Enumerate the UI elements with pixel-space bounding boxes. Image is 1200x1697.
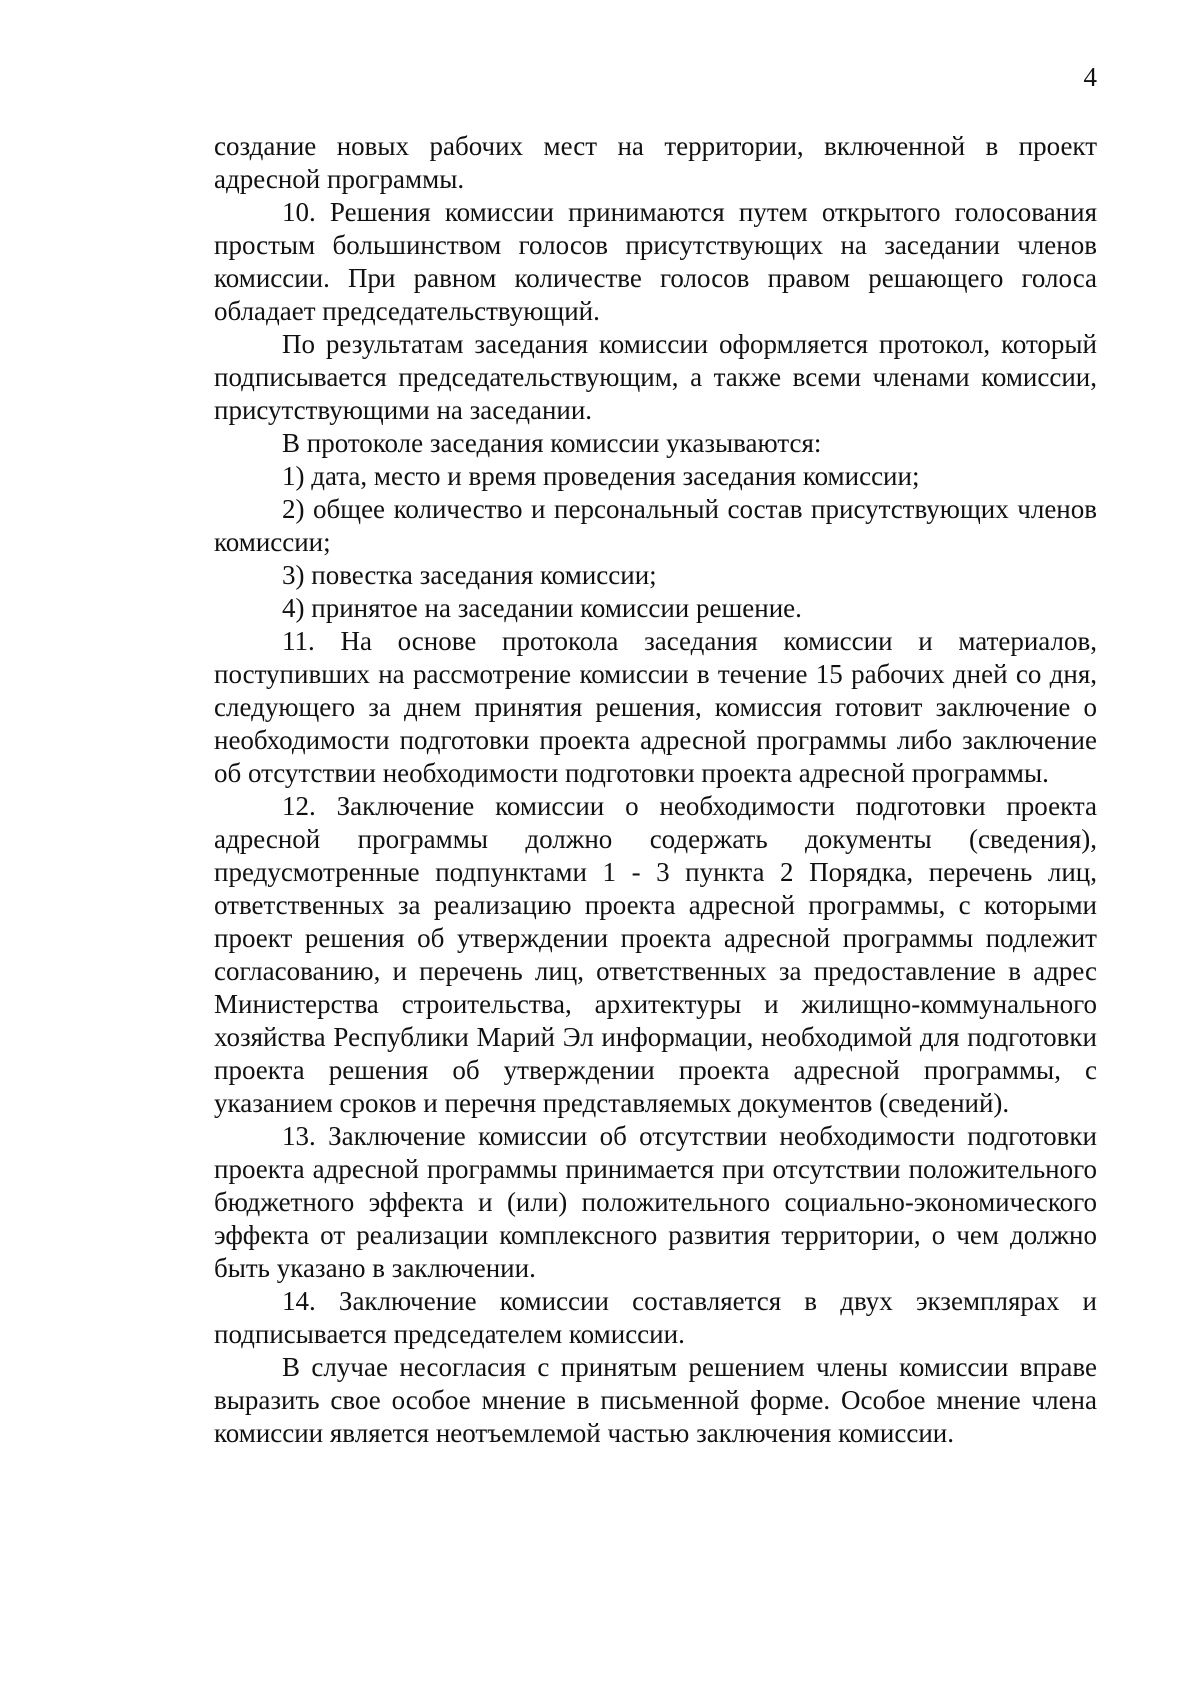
paragraph-item-11: 11. На основе протокола заседания комиссии и материалов, поступивших на рассмотрение комиссии в течение 15 рабочих дней со дня, следующего за днем принятия решения, комиссия готовит заключение о необходимости подготовки проекта адресной программы либо заключение об отсутствии необходимости подготовки проекта адресной программы. — [214, 626, 1097, 788]
paragraph-item-13: 13. Заключение комиссии об отсутствии необходимости подготовки проекта адресной программы принимается при отсутствии положительного бюджетного эффекта и (или) положительного социально-экономического эффекта от реализации комплексного развития территории, о чем должно быть указано в заключении. — [214, 1121, 1097, 1283]
document-body — [214, 130, 1097, 1450]
paragraph-item-12: 12. Заключение комиссии о необходимости подготовки проекта адресной программы должно содержать документы (сведения), предусмотренные подпунктами 1 - 3 пункта 2 Порядка, перечень лиц, ответственных за реализацию проекта адресной программы, с которыми проект решения об утверждении проекта адресной программы подлежит согласованию, и перечень лиц, ответственных за предоставление в адрес Министерства строительства, архитектуры и жилищно-коммунального хозяйства Республики Марий Эл информации, необходимой для подготовки проекта решения об утверждении проекта адресной программы, с указанием сроков и перечня представляемых документов (сведений). — [214, 791, 1097, 1118]
paragraph-protocol-contents: В протоколе заседания комиссии указываются: — [282, 428, 822, 458]
list-item-1: 1) дата, место и время проведения заседания комиссии; — [282, 461, 920, 491]
list-item-4: 4) принятое на заседании комиссии решение. — [282, 593, 802, 623]
paragraph-item-10: 10. Решения комиссии принимаются путем открытого голосования простым большинством голосов присутствующих на заседании членов комиссии. При равном количестве голосов правом решающего голоса обладает председательствующий. — [214, 197, 1097, 326]
paragraph-protocol: По результатам заседания комиссии оформляется протокол, который подписывается председательствующим, а также всеми членами комиссии, присутствующими на заседании. — [214, 329, 1097, 425]
paragraph-continuation: создание новых рабочих мест на территории, включенной в проект адресной программы. — [214, 131, 1097, 194]
paragraph-item-14: 14. Заключение комиссии составляется в двух экземплярах и подписывается председателем комиссии. — [214, 1286, 1097, 1349]
paragraph-dissent: В случае несогласия с принятым решением члены комиссии вправе выразить свое особое мнение в письменной форме. Особое мнение члена комиссии является неотъемлемой частью заключения комиссии. — [214, 1352, 1097, 1448]
list-item-2: 2) общее количество и персональный состав присутствующих членов комиссии; — [214, 494, 1097, 557]
page-number: 4 — [1083, 62, 1097, 92]
list-item-3: 3) повестка заседания комиссии; — [282, 560, 657, 590]
